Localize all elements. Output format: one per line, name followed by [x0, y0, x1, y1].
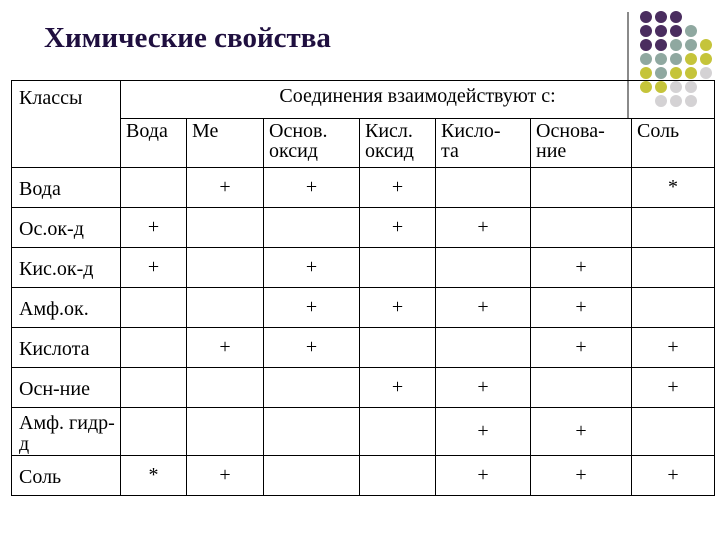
decor-dot [640, 53, 652, 65]
group-header: Соединения взаимодействуют с: [121, 81, 715, 119]
cell-mark: + [187, 456, 264, 496]
cell-mark: + [264, 288, 360, 328]
cell-mark: + [531, 408, 632, 456]
decor-dot [640, 11, 652, 23]
decor-dot [670, 11, 682, 23]
table-row [12, 328, 715, 368]
cell-mark [264, 408, 360, 456]
decor-dot [670, 25, 682, 37]
decor-dot [700, 67, 712, 79]
cell-mark: + [121, 208, 187, 248]
column-header: Вода [121, 119, 187, 168]
cell-mark [436, 328, 531, 368]
row-label: Амф. гидр-д [12, 408, 121, 456]
cell-mark [121, 288, 187, 328]
cell-mark [436, 168, 531, 208]
decor-dot [640, 67, 652, 79]
row-label: Осн-ние [12, 368, 121, 408]
row-label: Вода [12, 168, 121, 208]
cell-mark [632, 208, 715, 248]
cell-mark: + [436, 288, 531, 328]
cell-mark: + [632, 328, 715, 368]
properties-table [11, 80, 715, 496]
cell-mark [121, 408, 187, 456]
cell-mark: + [360, 288, 436, 328]
decor-dot [685, 53, 697, 65]
row-label: Кис.ок-д [12, 248, 121, 288]
column-header: Соль [632, 119, 715, 168]
cell-mark: + [360, 368, 436, 408]
table-row [12, 248, 715, 288]
decor-dot [655, 67, 667, 79]
page-title: Химические свойства [44, 22, 331, 54]
cell-mark: * [121, 456, 187, 496]
cell-mark: * [632, 168, 715, 208]
cell-mark: + [360, 208, 436, 248]
column-header: Основ. оксид [264, 119, 360, 168]
column-header: Основа- ние [531, 119, 632, 168]
decor-dot [640, 39, 652, 51]
cell-mark [436, 248, 531, 288]
cell-mark: + [632, 368, 715, 408]
row-label: Кислота [12, 328, 121, 368]
table-row [12, 456, 715, 496]
decor-dot [700, 39, 712, 51]
row-label: Соль [12, 456, 121, 496]
decor-dot [670, 67, 682, 79]
cell-mark: + [436, 368, 531, 408]
cell-mark: + [436, 456, 531, 496]
cell-mark [121, 328, 187, 368]
cell-mark: + [531, 248, 632, 288]
cell-mark: + [436, 208, 531, 248]
column-header: Кисл. оксид [360, 119, 436, 168]
corner-header: Классы [12, 81, 121, 168]
cell-mark: + [531, 456, 632, 496]
table-row [12, 408, 715, 456]
cell-mark: + [187, 168, 264, 208]
cell-mark [531, 368, 632, 408]
cell-mark: + [264, 248, 360, 288]
cell-mark [531, 168, 632, 208]
decor-dot [670, 53, 682, 65]
column-header: Кисло- та [436, 119, 531, 168]
decor-dot [685, 67, 697, 79]
cell-mark: + [264, 168, 360, 208]
decor-dot [685, 25, 697, 37]
decor-dot [685, 39, 697, 51]
cell-mark [632, 408, 715, 456]
cell-mark [121, 368, 187, 408]
cell-mark [531, 208, 632, 248]
decor-dot [640, 25, 652, 37]
cell-mark: + [264, 328, 360, 368]
cell-mark: + [632, 456, 715, 496]
cell-mark [264, 456, 360, 496]
cell-mark [360, 456, 436, 496]
row-label: Ос.ок-д [12, 208, 121, 248]
cell-mark [264, 368, 360, 408]
cell-mark [121, 168, 187, 208]
table-row [12, 368, 715, 408]
cell-mark: + [121, 248, 187, 288]
decor-dot [670, 39, 682, 51]
cell-mark [360, 248, 436, 288]
cell-mark: + [531, 328, 632, 368]
cell-mark: + [360, 168, 436, 208]
decor-dot [655, 39, 667, 51]
cell-mark [187, 288, 264, 328]
cell-mark [632, 288, 715, 328]
cell-mark: + [531, 288, 632, 328]
cell-mark [360, 408, 436, 456]
cell-mark [360, 328, 436, 368]
decor-dot [655, 11, 667, 23]
cell-mark [187, 368, 264, 408]
cell-mark [187, 248, 264, 288]
cell-mark: + [436, 408, 531, 456]
decor-dot [655, 53, 667, 65]
cell-mark [264, 208, 360, 248]
decor-dot [655, 25, 667, 37]
row-label: Амф.ок. [12, 288, 121, 328]
column-header: Ме [187, 119, 264, 168]
cell-mark [632, 248, 715, 288]
decor-dot [700, 53, 712, 65]
table-row [12, 168, 715, 208]
table-row [12, 288, 715, 328]
table-row [12, 208, 715, 248]
cell-mark [187, 208, 264, 248]
cell-mark [187, 408, 264, 456]
cell-mark: + [187, 328, 264, 368]
